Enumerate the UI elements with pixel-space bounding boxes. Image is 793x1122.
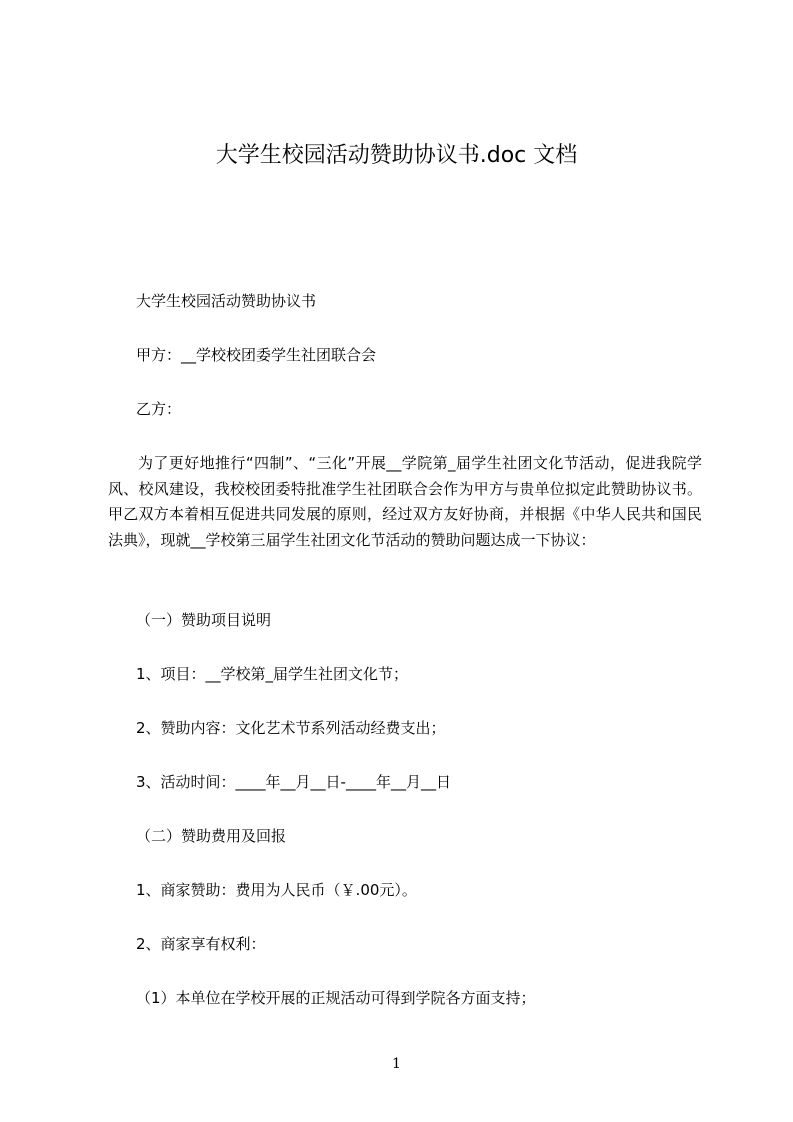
party-a-line: 甲方：__学校校团委学生社团联合会 xyxy=(136,346,377,364)
item-activity-time: 3、活动时间：____年__月__日-____年__月__日 xyxy=(136,773,451,791)
page-number: 1 xyxy=(392,1056,401,1072)
item-merchant-sponsorship: 1、商家赞助：费用为人民币（￥.00元）。 xyxy=(136,881,417,899)
item-project: 1、项目：__学校第_届学生社团文化节； xyxy=(136,665,409,683)
section-one-heading: （一）赞助项目说明 xyxy=(136,611,272,629)
item-sponsorship-content: 2、赞助内容：文化艺术节系列活动经费支出； xyxy=(136,719,446,737)
item-merchant-rights: 2、商家享有权利： xyxy=(136,935,266,953)
item-rights-sub-one: （1）本单位在学校开展的正规活动可得到学院各方面支持； xyxy=(136,989,536,1007)
agreement-heading: 大学生校园活动赞助协议书 xyxy=(136,292,317,310)
section-two-heading: （二）赞助费用及回报 xyxy=(136,827,287,845)
document-title: 大学生校园活动赞助协议书.doc 文档 xyxy=(215,143,578,168)
party-b-line: 乙方： xyxy=(136,400,182,418)
preamble-paragraph: 为了更好地推行“四制”、“三化”开展__学院第_届学生社团文化节活动，促进我院学风、校风建设，我校校团委特批准学生社团联合会作为甲方与贵单位拟定此赞助协议书。甲乙双方本着相互促进共同发展的原则，经过双方友好协商，并根据《中华人民共和国民法典》，现就__学校第三届学生社团文化节活动的赞助问题达成一下协议： xyxy=(108,454,702,549)
